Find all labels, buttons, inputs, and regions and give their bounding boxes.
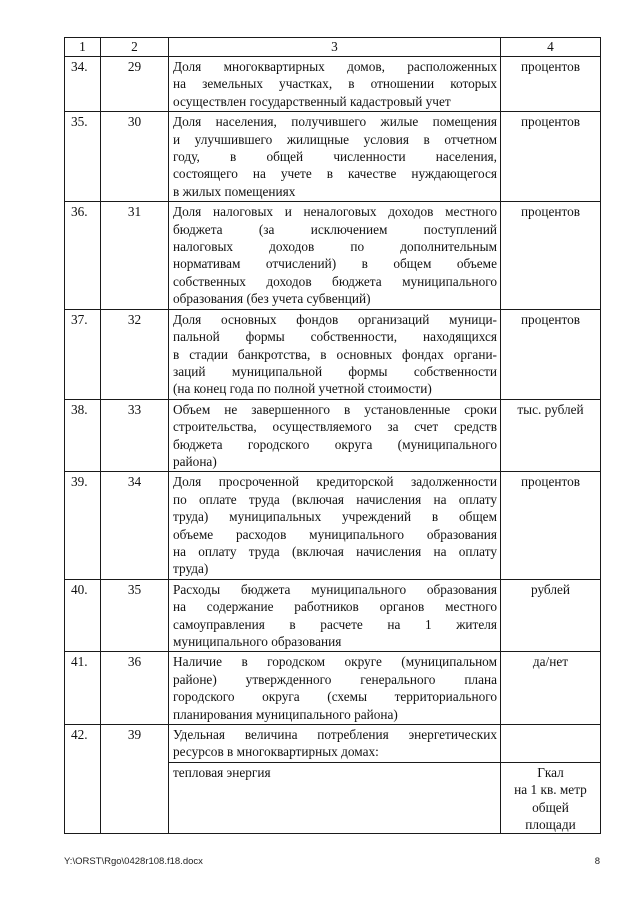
unit-of-measure bbox=[501, 57, 601, 112]
unit-of-measure bbox=[501, 202, 601, 309]
description-line: нормативам отчислений) в общем объеме bbox=[173, 256, 497, 272]
row-number: 40. bbox=[65, 579, 101, 652]
description-line: и улучшившего жилищные условия в отчетном bbox=[173, 131, 497, 147]
unit-line: Гкал bbox=[537, 764, 564, 780]
description-line: налоговых доходов по дополнительным bbox=[173, 239, 497, 255]
description-line: на содержание работников органов местного bbox=[173, 599, 497, 615]
indicator-code: 36 bbox=[101, 652, 169, 725]
indicator-description bbox=[169, 472, 501, 579]
description-line: района) bbox=[173, 453, 217, 469]
description-line: самоуправления в расчете на 1 жителя bbox=[173, 616, 497, 632]
description-line: заций муниципальной формы собственности bbox=[173, 363, 497, 379]
unit-line: процентов bbox=[520, 114, 581, 130]
unit-line: процентов bbox=[520, 59, 581, 74]
description-line: городского округа (схемы территориального bbox=[173, 689, 497, 705]
unit-line: процентов bbox=[520, 204, 581, 220]
indicator-code: 33 bbox=[101, 399, 169, 472]
description-line: Доля населения, получившего жилые помещения bbox=[173, 114, 497, 130]
unit-line: процентов bbox=[520, 474, 581, 490]
description-line: муниципального образования bbox=[173, 634, 342, 649]
description-line: на оплату труда (включая начисления на оплату bbox=[173, 543, 497, 559]
unit-line: на 1 кв. метр bbox=[514, 782, 587, 798]
indicator-description bbox=[169, 399, 501, 472]
indicator-table bbox=[64, 37, 601, 834]
indicator-code: 30 bbox=[101, 112, 169, 202]
indicator-code: 31 bbox=[101, 202, 169, 309]
row-number: 39. bbox=[65, 472, 101, 579]
unit-of-measure bbox=[501, 309, 601, 399]
unit-of-measure bbox=[501, 762, 601, 834]
header-col-4: 4 bbox=[501, 38, 601, 57]
description-line: по оплате труда (включая начисления на оплату bbox=[173, 491, 497, 507]
unit-of-measure bbox=[501, 725, 601, 763]
table-row bbox=[65, 309, 601, 399]
description-line: труда) муниципальных учреждений в общем bbox=[173, 509, 497, 525]
header-col-3: 3 bbox=[169, 38, 501, 57]
unit-of-measure bbox=[501, 399, 601, 472]
row-number: 42. bbox=[65, 725, 101, 834]
footer-page-number: 8 bbox=[594, 856, 600, 867]
description-line: образования (без учета субвенций) bbox=[173, 291, 371, 307]
unit-of-measure bbox=[501, 112, 601, 202]
unit-of-measure bbox=[501, 579, 601, 652]
description-line: состоящего на учете в качестве нуждающегося bbox=[173, 166, 497, 182]
description-line: Доля просроченной кредиторской задолженности bbox=[173, 474, 497, 490]
unit-of-measure bbox=[501, 472, 601, 579]
description-line: Доля налоговых и неналоговых доходов местного bbox=[173, 204, 497, 220]
row-number: 38. bbox=[65, 399, 101, 472]
table-row bbox=[65, 472, 601, 579]
row-number: 37. bbox=[65, 309, 101, 399]
unit-line: тыс. рублей bbox=[517, 401, 584, 417]
table-row bbox=[65, 112, 601, 202]
row-number: 36. bbox=[65, 202, 101, 309]
unit-of-measure bbox=[501, 652, 601, 725]
description-line: планирования муниципального района) bbox=[173, 706, 398, 722]
indicator-description bbox=[169, 112, 501, 202]
table-row bbox=[65, 399, 601, 472]
description-line: пальной формы собственности, находящихся bbox=[173, 329, 497, 345]
description-line: году, в общей численности населения, bbox=[173, 149, 497, 165]
description-line: Наличие в городском округе (муниципальном bbox=[173, 654, 497, 670]
description-line: труда) bbox=[173, 561, 209, 577]
description-line: районе) утвержденного генерального плана bbox=[173, 671, 497, 687]
table-row bbox=[65, 202, 601, 309]
indicator-code: 29 bbox=[101, 57, 169, 112]
description-line: объеме расходов муниципального образования bbox=[173, 526, 497, 542]
description-line: Удельная величина потребления энергетических bbox=[173, 727, 497, 743]
description-line: бюджета (за исключением поступлений bbox=[173, 221, 497, 237]
header-col-1: 1 bbox=[65, 38, 101, 57]
description-line: строительства, осуществляемого за счет средств bbox=[173, 419, 497, 435]
unit-line: да/нет bbox=[532, 654, 569, 670]
sub-indicator-description bbox=[169, 762, 501, 834]
header-col-2: 2 bbox=[101, 38, 169, 57]
row-number: 35. bbox=[65, 112, 101, 202]
indicator-code: 35 bbox=[101, 579, 169, 652]
table-header-row bbox=[65, 38, 601, 57]
indicator-description bbox=[169, 579, 501, 652]
table-row bbox=[65, 725, 601, 763]
description-line: тепловая энергия bbox=[173, 764, 271, 780]
indicator-description bbox=[169, 202, 501, 309]
unit-line: площади bbox=[525, 817, 576, 833]
indicator-code: 32 bbox=[101, 309, 169, 399]
description-line: (на конец года по полной учетной стоимости) bbox=[173, 381, 432, 397]
description-line: Расходы бюджета муниципального образования bbox=[173, 581, 497, 597]
unit-line: общей bbox=[532, 799, 569, 815]
row-number: 41. bbox=[65, 652, 101, 725]
description-line: ресурсов в многоквартирных домах: bbox=[173, 744, 379, 760]
table-row bbox=[65, 57, 601, 112]
description-line: на земельных участках, в отношении которых bbox=[173, 76, 497, 92]
unit-line: рублей bbox=[530, 581, 571, 597]
row-number: 34. bbox=[65, 57, 101, 112]
description-line: бюджета городского округа (муниципального bbox=[173, 436, 497, 452]
indicator-code: 39 bbox=[101, 725, 169, 834]
indicator-description bbox=[169, 57, 501, 112]
description-line: в стадии банкротства, в основных фондах органи- bbox=[173, 346, 497, 362]
table-body bbox=[65, 38, 601, 834]
indicator-description bbox=[169, 309, 501, 399]
table-row bbox=[65, 579, 601, 652]
table-row bbox=[65, 652, 601, 725]
footer-file-path: Y:\ORST\Rgo\0428r108.f18.docx bbox=[64, 856, 203, 867]
description-line: Доля многоквартирных домов, расположенных bbox=[173, 59, 497, 74]
unit-line: процентов bbox=[520, 311, 581, 327]
description-line: в жилых помещениях bbox=[173, 183, 296, 199]
description-line: Объем не завершенного в установленные сроки bbox=[173, 401, 497, 417]
indicator-description bbox=[169, 652, 501, 725]
indicator-code: 34 bbox=[101, 472, 169, 579]
indicator-description bbox=[169, 725, 501, 763]
description-line: Доля основных фондов организаций муници- bbox=[173, 311, 497, 327]
description-line: собственных доходов бюджета муниципального bbox=[173, 273, 497, 289]
description-line: осуществлен государственный кадастровый учет bbox=[173, 93, 451, 109]
